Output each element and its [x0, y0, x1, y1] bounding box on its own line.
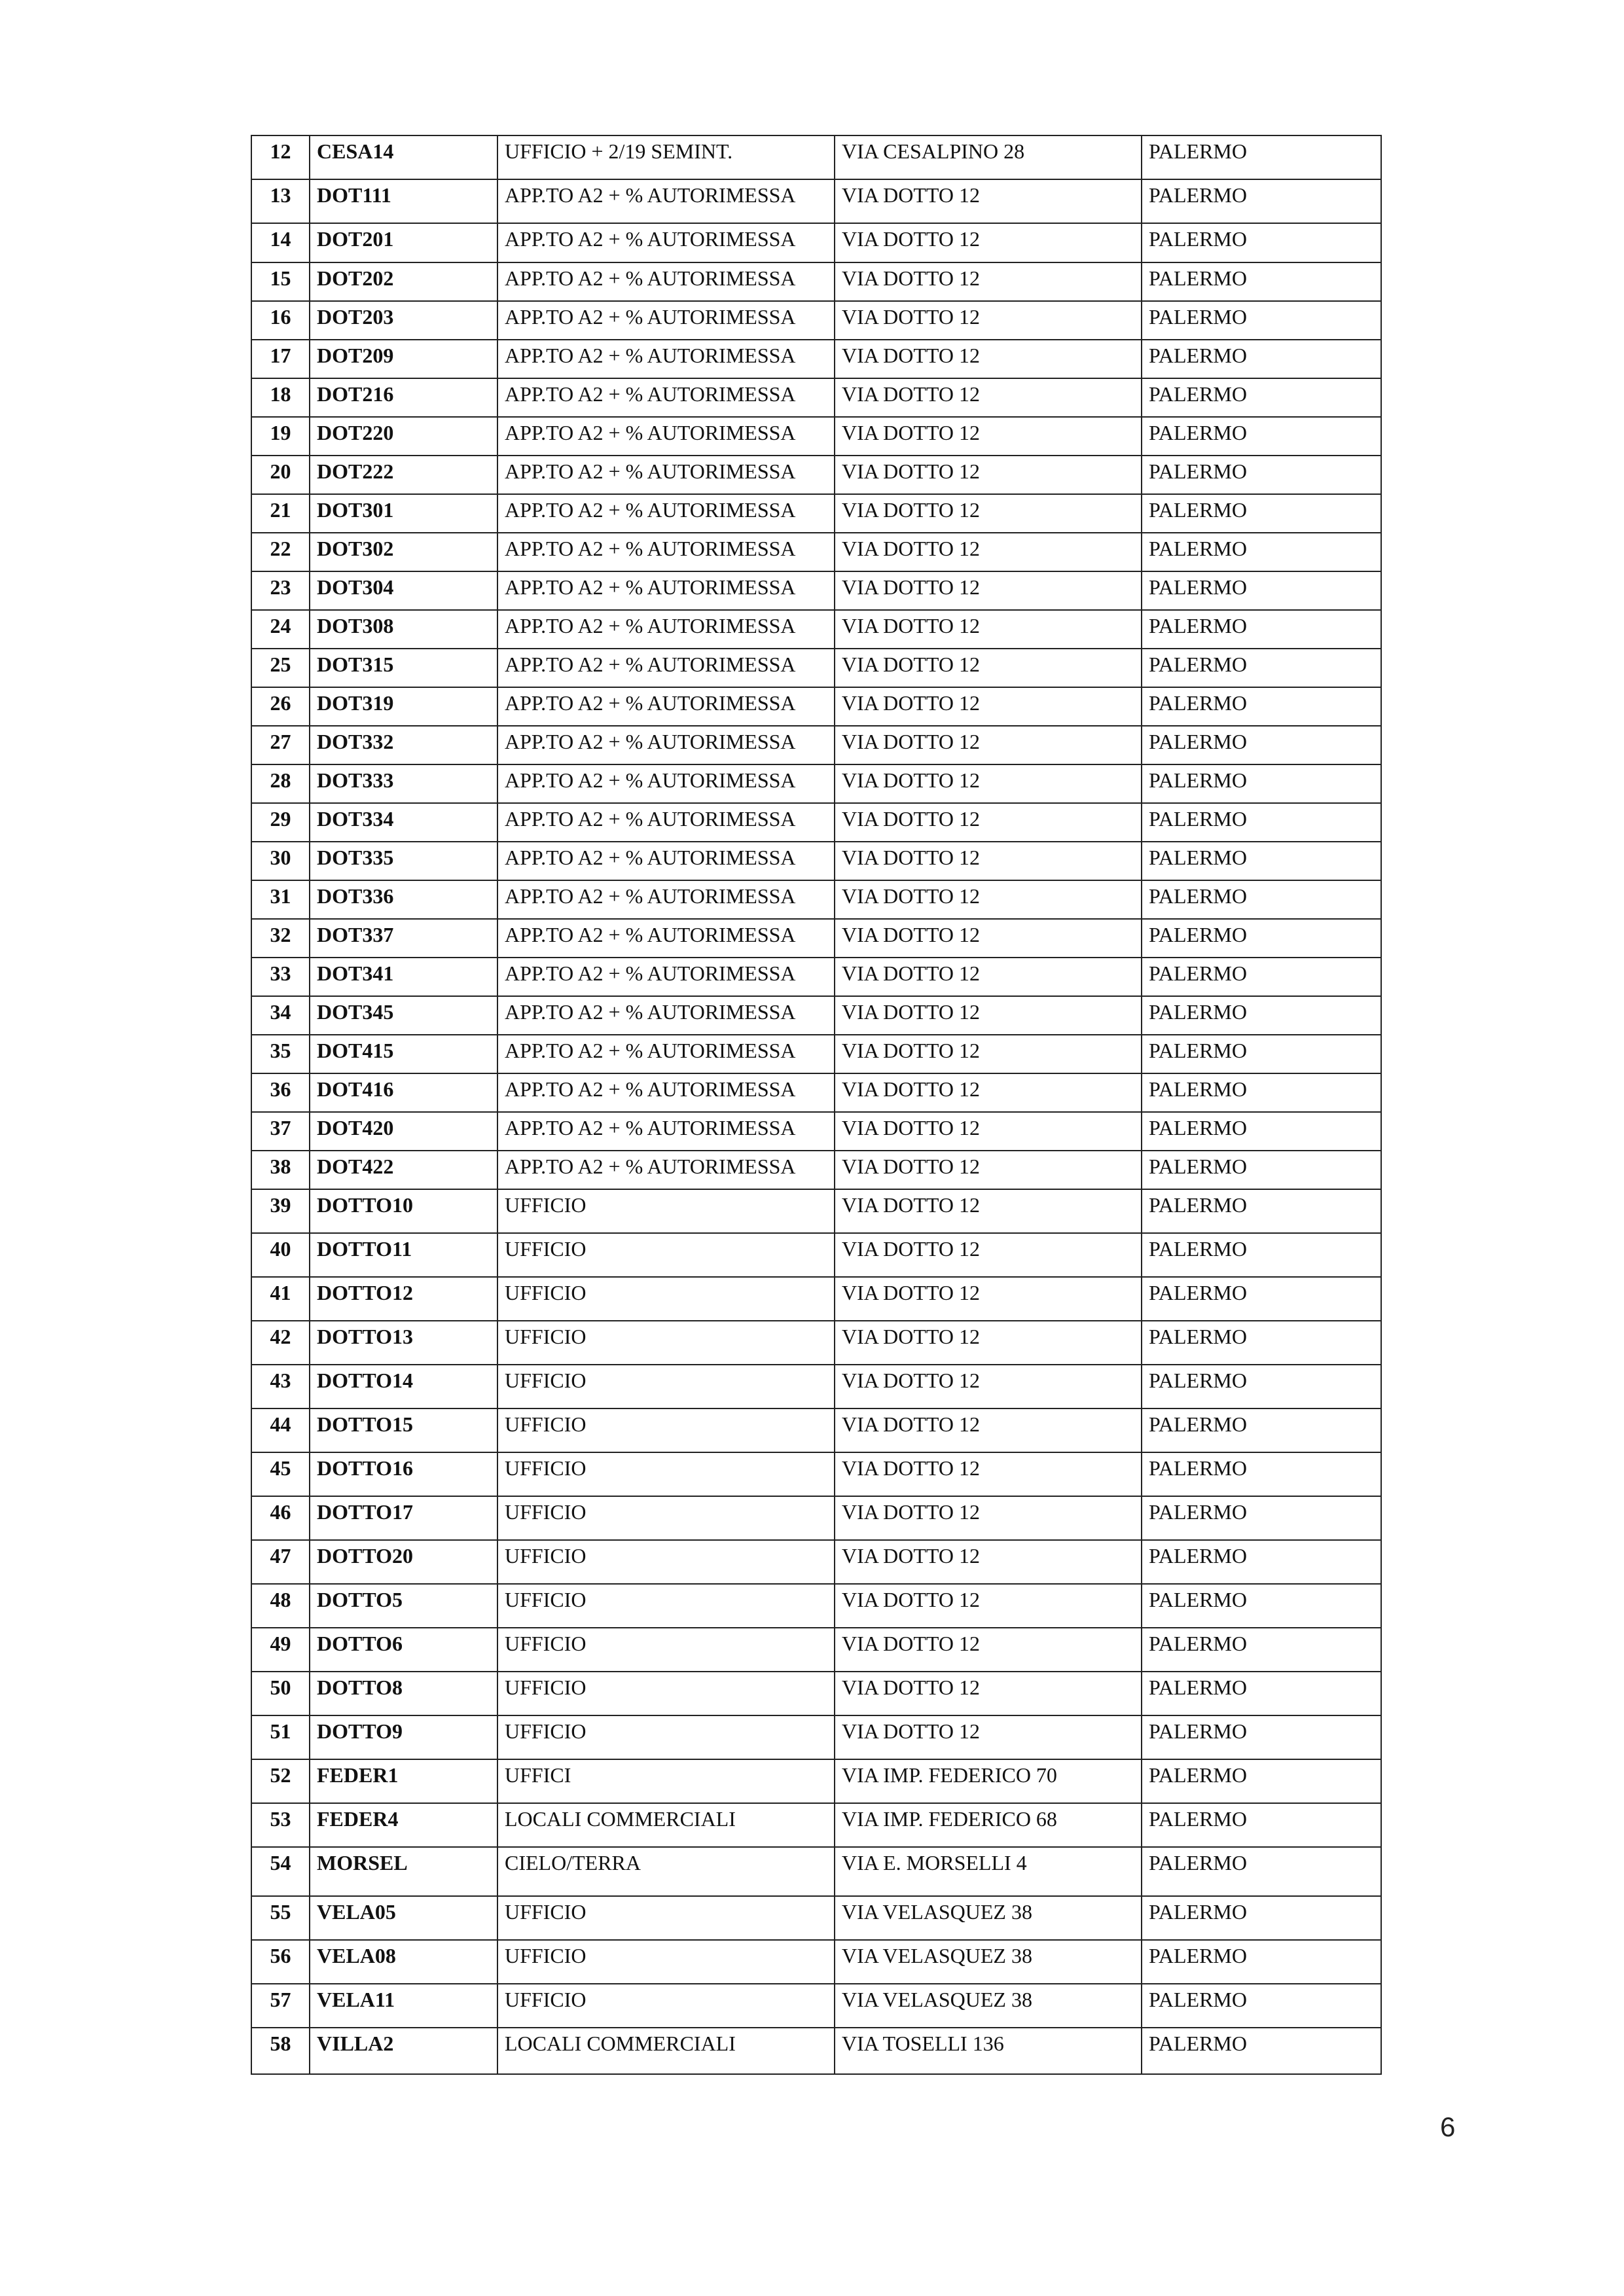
property-code: DOTTO20: [310, 1540, 497, 1584]
property-type: CIELO/TERRA: [497, 1847, 835, 1896]
property-code: DOTTO9: [310, 1715, 497, 1759]
property-address: VIA DOTTO 12: [835, 958, 1142, 996]
property-type: UFFICI: [497, 1759, 835, 1803]
table-row: [251, 1984, 1381, 2028]
property-address: VIA DOTTO 12: [835, 262, 1142, 301]
property-type: APP.TO A2 + % AUTORIMESSA: [497, 1112, 835, 1151]
property-type: APP.TO A2 + % AUTORIMESSA: [497, 1073, 835, 1112]
table-row: [251, 1896, 1381, 1940]
row-number: 35: [251, 1035, 310, 1073]
property-code: DOT416: [310, 1073, 497, 1112]
property-city: PALERMO: [1142, 135, 1381, 179]
property-code: DOTTO15: [310, 1408, 497, 1452]
property-code: CESA14: [310, 135, 497, 179]
property-address: VIA DOTTO 12: [835, 1584, 1142, 1628]
table-row: [251, 803, 1381, 842]
property-code: DOT111: [310, 179, 497, 223]
property-city: PALERMO: [1142, 1847, 1381, 1896]
property-type: UFFICIO: [497, 1715, 835, 1759]
property-code: DOT336: [310, 880, 497, 919]
row-number: 21: [251, 494, 310, 533]
property-address: VIA DOTTO 12: [835, 1035, 1142, 1073]
row-number: 38: [251, 1151, 310, 1189]
property-type: APP.TO A2 + % AUTORIMESSA: [497, 1035, 835, 1073]
table-row: [251, 223, 1381, 262]
property-type: UFFICIO: [497, 1408, 835, 1452]
table-row: [251, 1035, 1381, 1073]
table-row: [251, 958, 1381, 996]
property-city: PALERMO: [1142, 1189, 1381, 1233]
property-code: DOT222: [310, 456, 497, 494]
property-address: VIA DOTTO 12: [835, 179, 1142, 223]
property-code: DOT301: [310, 494, 497, 533]
property-city: PALERMO: [1142, 533, 1381, 571]
property-address: VIA DOTTO 12: [835, 687, 1142, 726]
property-type: APP.TO A2 + % AUTORIMESSA: [497, 571, 835, 610]
property-type: APP.TO A2 + % AUTORIMESSA: [497, 803, 835, 842]
property-city: PALERMO: [1142, 1452, 1381, 1496]
table-row: [251, 1628, 1381, 1672]
property-code: DOT345: [310, 996, 497, 1035]
property-address: VIA TOSELLI 136: [835, 2028, 1142, 2074]
table-row: [251, 533, 1381, 571]
table-row: [251, 1584, 1381, 1628]
property-city: PALERMO: [1142, 301, 1381, 340]
row-number: 14: [251, 223, 310, 262]
table-row: [251, 842, 1381, 880]
property-type: APP.TO A2 + % AUTORIMESSA: [497, 764, 835, 803]
row-number: 40: [251, 1233, 310, 1277]
property-type: APP.TO A2 + % AUTORIMESSA: [497, 417, 835, 456]
property-code: DOT335: [310, 842, 497, 880]
property-city: PALERMO: [1142, 1628, 1381, 1672]
property-address: VIA DOTTO 12: [835, 1151, 1142, 1189]
property-code: FEDER4: [310, 1803, 497, 1847]
property-code: DOT203: [310, 301, 497, 340]
property-city: PALERMO: [1142, 610, 1381, 649]
page-number: 6: [1440, 2111, 1456, 2142]
property-address: VIA DOTTO 12: [835, 1452, 1142, 1496]
property-address: VIA DOTTO 12: [835, 726, 1142, 764]
property-type: APP.TO A2 + % AUTORIMESSA: [497, 958, 835, 996]
property-type: UFFICIO: [497, 1940, 835, 1984]
table-row: [251, 1672, 1381, 1715]
property-code: DOT332: [310, 726, 497, 764]
property-city: PALERMO: [1142, 494, 1381, 533]
property-city: PALERMO: [1142, 1715, 1381, 1759]
property-address: VIA DOTTO 12: [835, 533, 1142, 571]
property-type: APP.TO A2 + % AUTORIMESSA: [497, 996, 835, 1035]
row-number: 46: [251, 1496, 310, 1540]
property-city: PALERMO: [1142, 179, 1381, 223]
row-number: 44: [251, 1408, 310, 1452]
row-number: 30: [251, 842, 310, 880]
property-address: VIA DOTTO 12: [835, 223, 1142, 262]
property-code: DOT334: [310, 803, 497, 842]
property-type: APP.TO A2 + % AUTORIMESSA: [497, 262, 835, 301]
table-row: [251, 340, 1381, 378]
property-city: PALERMO: [1142, 1540, 1381, 1584]
property-city: PALERMO: [1142, 842, 1381, 880]
row-number: 15: [251, 262, 310, 301]
row-number: 36: [251, 1073, 310, 1112]
property-city: PALERMO: [1142, 1073, 1381, 1112]
property-address: VIA DOTTO 12: [835, 1112, 1142, 1151]
property-type: UFFICIO: [497, 1365, 835, 1408]
row-number: 18: [251, 378, 310, 417]
row-number: 56: [251, 1940, 310, 1984]
property-type: UFFICIO: [497, 1189, 835, 1233]
table-row: [251, 135, 1381, 179]
property-city: PALERMO: [1142, 687, 1381, 726]
property-type: UFFICIO: [497, 1628, 835, 1672]
property-city: PALERMO: [1142, 1408, 1381, 1452]
property-address: VIA DOTTO 12: [835, 803, 1142, 842]
property-address: VIA DOTTO 12: [835, 1233, 1142, 1277]
property-code: DOTTO14: [310, 1365, 497, 1408]
property-code: DOT420: [310, 1112, 497, 1151]
property-address: VIA VELASQUEZ 38: [835, 1896, 1142, 1940]
property-type: UFFICIO: [497, 1321, 835, 1365]
row-number: 32: [251, 919, 310, 958]
table-row: [251, 1540, 1381, 1584]
property-code: DOT422: [310, 1151, 497, 1189]
table-row: [251, 1803, 1381, 1847]
property-type: APP.TO A2 + % AUTORIMESSA: [497, 533, 835, 571]
property-city: PALERMO: [1142, 223, 1381, 262]
table-row: [251, 1940, 1381, 1984]
row-number: 25: [251, 649, 310, 687]
row-number: 55: [251, 1896, 310, 1940]
property-city: PALERMO: [1142, 1803, 1381, 1847]
table-row: [251, 301, 1381, 340]
table-row: [251, 378, 1381, 417]
property-code: VELA05: [310, 1896, 497, 1940]
property-address: VIA DOTTO 12: [835, 1321, 1142, 1365]
property-address: VIA DOTTO 12: [835, 610, 1142, 649]
property-address: VIA DOTTO 12: [835, 880, 1142, 919]
property-code: MORSEL: [310, 1847, 497, 1896]
property-type: APP.TO A2 + % AUTORIMESSA: [497, 456, 835, 494]
property-city: PALERMO: [1142, 1940, 1381, 1984]
property-code: DOT216: [310, 378, 497, 417]
property-type: UFFICIO: [497, 1452, 835, 1496]
table-row: [251, 919, 1381, 958]
row-number: 20: [251, 456, 310, 494]
property-city: PALERMO: [1142, 262, 1381, 301]
row-number: 49: [251, 1628, 310, 1672]
property-address: VIA DOTTO 12: [835, 649, 1142, 687]
row-number: 42: [251, 1321, 310, 1365]
property-code: VELA08: [310, 1940, 497, 1984]
property-address: VIA DOTTO 12: [835, 1073, 1142, 1112]
table-row: [251, 1759, 1381, 1803]
property-city: PALERMO: [1142, 919, 1381, 958]
property-code: DOTTO17: [310, 1496, 497, 1540]
table-row: [251, 1452, 1381, 1496]
property-type: LOCALI COMMERCIALI: [497, 1803, 835, 1847]
table-row: [251, 1408, 1381, 1452]
row-number: 45: [251, 1452, 310, 1496]
property-code: DOTTO13: [310, 1321, 497, 1365]
table-row: [251, 726, 1381, 764]
property-code: DOT315: [310, 649, 497, 687]
property-type: APP.TO A2 + % AUTORIMESSA: [497, 687, 835, 726]
property-address: VIA DOTTO 12: [835, 1715, 1142, 1759]
property-city: PALERMO: [1142, 1759, 1381, 1803]
property-code: DOT202: [310, 262, 497, 301]
property-code: DOTTO8: [310, 1672, 497, 1715]
property-code: FEDER1: [310, 1759, 497, 1803]
table-row: [251, 610, 1381, 649]
property-type: UFFICIO: [497, 1672, 835, 1715]
property-address: VIA IMP. FEDERICO 68: [835, 1803, 1142, 1847]
property-address: VIA DOTTO 12: [835, 1408, 1142, 1452]
property-address: VIA DOTTO 12: [835, 494, 1142, 533]
table-row: [251, 996, 1381, 1035]
table-row: [251, 764, 1381, 803]
property-address: VIA DOTTO 12: [835, 919, 1142, 958]
table-row: [251, 1189, 1381, 1233]
property-city: PALERMO: [1142, 649, 1381, 687]
row-number: 13: [251, 179, 310, 223]
property-address: VIA DOTTO 12: [835, 456, 1142, 494]
property-type: UFFICIO + 2/19 SEMINT.: [497, 135, 835, 179]
property-city: PALERMO: [1142, 803, 1381, 842]
property-address: VIA DOTTO 12: [835, 1496, 1142, 1540]
property-code: DOT333: [310, 764, 497, 803]
property-city: PALERMO: [1142, 996, 1381, 1035]
table-row: [251, 494, 1381, 533]
table-row: [251, 262, 1381, 301]
property-code: DOTTO10: [310, 1189, 497, 1233]
property-city: PALERMO: [1142, 340, 1381, 378]
row-number: 57: [251, 1984, 310, 2028]
property-city: PALERMO: [1142, 1035, 1381, 1073]
property-city: PALERMO: [1142, 1496, 1381, 1540]
property-type: APP.TO A2 + % AUTORIMESSA: [497, 301, 835, 340]
row-number: 29: [251, 803, 310, 842]
property-code: DOT302: [310, 533, 497, 571]
table-row: [251, 571, 1381, 610]
table-row: [251, 1715, 1381, 1759]
property-address: VIA DOTTO 12: [835, 301, 1142, 340]
property-type: APP.TO A2 + % AUTORIMESSA: [497, 649, 835, 687]
property-type: UFFICIO: [497, 1984, 835, 2028]
property-type: UFFICIO: [497, 1496, 835, 1540]
row-number: 47: [251, 1540, 310, 1584]
property-type: UFFICIO: [497, 1540, 835, 1584]
property-address: VIA DOTTO 12: [835, 764, 1142, 803]
table-row: [251, 1233, 1381, 1277]
property-code: DOT319: [310, 687, 497, 726]
property-city: PALERMO: [1142, 1277, 1381, 1321]
table-row: [251, 880, 1381, 919]
row-number: 50: [251, 1672, 310, 1715]
row-number: 22: [251, 533, 310, 571]
property-city: PALERMO: [1142, 456, 1381, 494]
property-type: APP.TO A2 + % AUTORIMESSA: [497, 179, 835, 223]
property-city: PALERMO: [1142, 417, 1381, 456]
table-row: [251, 417, 1381, 456]
property-city: PALERMO: [1142, 880, 1381, 919]
property-address: VIA DOTTO 12: [835, 378, 1142, 417]
property-city: PALERMO: [1142, 1672, 1381, 1715]
table-row: [251, 1277, 1381, 1321]
row-number: 19: [251, 417, 310, 456]
property-address: VIA CESALPINO 28: [835, 135, 1142, 179]
row-number: 17: [251, 340, 310, 378]
property-address: VIA E. MORSELLI 4: [835, 1847, 1142, 1896]
property-city: PALERMO: [1142, 1233, 1381, 1277]
table-row: [251, 1496, 1381, 1540]
property-city: PALERMO: [1142, 571, 1381, 610]
row-number: 23: [251, 571, 310, 610]
table-row: [251, 687, 1381, 726]
row-number: 27: [251, 726, 310, 764]
row-number: 52: [251, 1759, 310, 1803]
property-city: PALERMO: [1142, 1984, 1381, 2028]
row-number: 53: [251, 1803, 310, 1847]
property-type: LOCALI COMMERCIALI: [497, 2028, 835, 2074]
property-city: PALERMO: [1142, 1112, 1381, 1151]
property-code: DOT337: [310, 919, 497, 958]
property-type: APP.TO A2 + % AUTORIMESSA: [497, 610, 835, 649]
property-type: APP.TO A2 + % AUTORIMESSA: [497, 494, 835, 533]
row-number: 41: [251, 1277, 310, 1321]
property-type: UFFICIO: [497, 1896, 835, 1940]
row-number: 48: [251, 1584, 310, 1628]
property-type: UFFICIO: [497, 1584, 835, 1628]
property-address: VIA DOTTO 12: [835, 571, 1142, 610]
row-number: 12: [251, 135, 310, 179]
property-code: DOT201: [310, 223, 497, 262]
table-row: [251, 1365, 1381, 1408]
table-row: [251, 2028, 1381, 2074]
property-city: PALERMO: [1142, 1584, 1381, 1628]
property-city: PALERMO: [1142, 1151, 1381, 1189]
property-city: PALERMO: [1142, 2028, 1381, 2074]
property-code: DOTTO16: [310, 1452, 497, 1496]
property-address: VIA DOTTO 12: [835, 1189, 1142, 1233]
row-number: 54: [251, 1847, 310, 1896]
row-number: 28: [251, 764, 310, 803]
row-number: 33: [251, 958, 310, 996]
property-city: PALERMO: [1142, 764, 1381, 803]
property-code: DOTTO6: [310, 1628, 497, 1672]
property-address: VIA DOTTO 12: [835, 1672, 1142, 1715]
property-code: DOTTO5: [310, 1584, 497, 1628]
table-row: [251, 179, 1381, 223]
row-number: 58: [251, 2028, 310, 2074]
property-type: APP.TO A2 + % AUTORIMESSA: [497, 880, 835, 919]
table-row: [251, 649, 1381, 687]
property-code: DOT304: [310, 571, 497, 610]
table-row: [251, 456, 1381, 494]
property-city: PALERMO: [1142, 1365, 1381, 1408]
property-city: PALERMO: [1142, 958, 1381, 996]
property-table-container: [251, 135, 1380, 2075]
property-type: APP.TO A2 + % AUTORIMESSA: [497, 842, 835, 880]
table-row: [251, 1321, 1381, 1365]
row-number: 51: [251, 1715, 310, 1759]
row-number: 16: [251, 301, 310, 340]
table-body: [251, 135, 1381, 2074]
property-city: PALERMO: [1142, 1321, 1381, 1365]
property-code: VELA11: [310, 1984, 497, 2028]
property-type: APP.TO A2 + % AUTORIMESSA: [497, 919, 835, 958]
property-type: APP.TO A2 + % AUTORIMESSA: [497, 340, 835, 378]
row-number: 26: [251, 687, 310, 726]
property-address: VIA VELASQUEZ 38: [835, 1984, 1142, 2028]
property-address: VIA DOTTO 12: [835, 340, 1142, 378]
property-city: PALERMO: [1142, 1896, 1381, 1940]
property-type: APP.TO A2 + % AUTORIMESSA: [497, 378, 835, 417]
row-number: 43: [251, 1365, 310, 1408]
property-address: VIA IMP. FEDERICO 70: [835, 1759, 1142, 1803]
property-type: UFFICIO: [497, 1277, 835, 1321]
table-row: [251, 1073, 1381, 1112]
property-code: DOT308: [310, 610, 497, 649]
property-code: VILLA2: [310, 2028, 497, 2074]
property-type: APP.TO A2 + % AUTORIMESSA: [497, 1151, 835, 1189]
property-code: DOTTO11: [310, 1233, 497, 1277]
row-number: 37: [251, 1112, 310, 1151]
property-address: VIA DOTTO 12: [835, 842, 1142, 880]
property-code: DOT220: [310, 417, 497, 456]
table-row: [251, 1151, 1381, 1189]
property-type: APP.TO A2 + % AUTORIMESSA: [497, 223, 835, 262]
row-number: 39: [251, 1189, 310, 1233]
property-city: PALERMO: [1142, 378, 1381, 417]
property-code: DOT415: [310, 1035, 497, 1073]
property-type: APP.TO A2 + % AUTORIMESSA: [497, 726, 835, 764]
property-type: UFFICIO: [497, 1233, 835, 1277]
property-city: PALERMO: [1142, 726, 1381, 764]
table-row: [251, 1112, 1381, 1151]
property-address: VIA DOTTO 12: [835, 1365, 1142, 1408]
row-number: 31: [251, 880, 310, 919]
property-address: VIA DOTTO 12: [835, 1277, 1142, 1321]
property-code: DOT209: [310, 340, 497, 378]
row-number: 34: [251, 996, 310, 1035]
property-address: VIA DOTTO 12: [835, 417, 1142, 456]
property-code: DOT341: [310, 958, 497, 996]
table-row: [251, 1847, 1381, 1896]
property-code: DOTTO12: [310, 1277, 497, 1321]
property-address: VIA DOTTO 12: [835, 1540, 1142, 1584]
property-table: [251, 135, 1382, 2075]
property-address: VIA DOTTO 12: [835, 996, 1142, 1035]
row-number: 24: [251, 610, 310, 649]
property-address: VIA DOTTO 12: [835, 1628, 1142, 1672]
property-address: VIA VELASQUEZ 38: [835, 1940, 1142, 1984]
